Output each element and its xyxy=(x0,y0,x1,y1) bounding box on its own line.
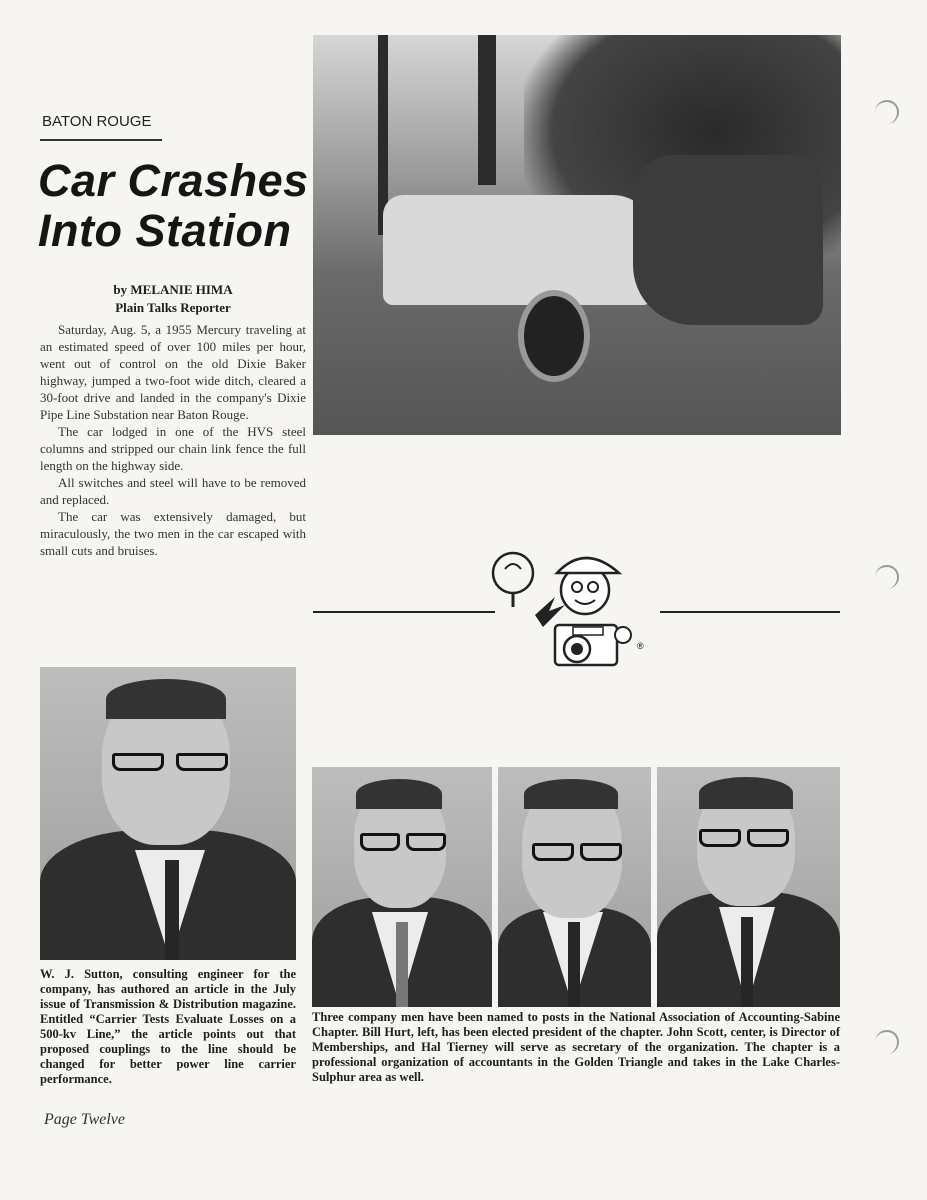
byline-role: Plain Talks Reporter xyxy=(115,300,231,315)
tie xyxy=(396,922,408,1007)
glasses xyxy=(747,829,789,847)
byline-author: by MELANIE HIMA xyxy=(113,282,233,297)
sutton-caption: W. J. Sutton, consulting engineer for the company, has authored an article in the July issue of Transmission & Distribution magazine. Entitled “Carrier Tests Evaluate Losses on a 500-kv Line,” the article points out that proposed couplings to the line should be changed for better power line carrier performance. xyxy=(40,967,296,1086)
car-crash-photo xyxy=(313,35,841,435)
group-caption: Three company men have been named to posts in the National Association of Accounting-Sabine Chapter. Bill Hurt, left, has been elected president of the chapter. John Scott, center, is Director of Memberships, and Hal Tierney will serve as secretary of the organization. The chapter is a professional organization of accountants in the Golden Triangle and takes in the Lake Charles-Sulphur area as well. xyxy=(312,1010,840,1084)
glasses xyxy=(406,833,446,851)
article-paragraph: The car was extensively damaged, but miraculously, the two men in the car escaped with small cuts and bruises. xyxy=(40,509,306,558)
binder-hole-mark xyxy=(875,100,899,124)
section-label: BATON ROUGE xyxy=(42,113,152,130)
divider-line-left xyxy=(313,611,495,613)
binder-hole-mark xyxy=(875,1030,899,1054)
headline-line-1: Car Crashes xyxy=(38,155,309,206)
hair xyxy=(106,679,226,719)
article-paragraph: The car lodged in one of the HVS steel columns and stripped our chain link fence the full length on the highway side. xyxy=(40,424,306,473)
glasses xyxy=(699,829,741,847)
headline-line-2: Into Station xyxy=(38,205,292,256)
portrait-bill-hurt xyxy=(312,767,492,1007)
hair xyxy=(524,779,618,809)
article-body xyxy=(40,321,306,559)
car-wheel xyxy=(518,290,590,382)
binder-hole-mark xyxy=(875,565,899,589)
glasses xyxy=(176,753,228,771)
car-body xyxy=(383,195,653,305)
glasses xyxy=(360,833,400,851)
headline xyxy=(38,156,309,256)
glasses xyxy=(580,843,622,861)
section-rule xyxy=(40,139,162,141)
portrait-hal-tierney xyxy=(657,767,840,1007)
registered-mark: ® xyxy=(637,641,644,651)
tie xyxy=(568,922,580,1007)
page-number: Page Twelve xyxy=(44,1111,126,1128)
article-paragraph: Saturday, Aug. 5, a 1955 Mercury traveling at an estimated speed of over 100 miles per hour, went out of control on the old Dixie Baker highway, jumped a two-foot wide ditch, cleared a 30-foot drive and landed in the company's Dixie Pipe Line Substation near Baton Rouge. xyxy=(40,322,306,422)
article-paragraph: All switches and steel will have to be removed and replaced. xyxy=(40,475,306,507)
tie xyxy=(165,860,179,960)
hair xyxy=(699,777,793,809)
byline xyxy=(40,281,306,317)
tie xyxy=(741,917,753,1007)
reddy-kilowatt-camera-mascot xyxy=(485,545,655,675)
glasses xyxy=(532,843,574,861)
portrait-w-j-sutton xyxy=(40,667,296,960)
car-wreckage xyxy=(633,155,823,325)
divider-line-right xyxy=(660,611,840,613)
portrait-john-scott xyxy=(498,767,651,1007)
glasses xyxy=(112,753,164,771)
utility-pole xyxy=(478,35,496,185)
hair xyxy=(356,779,442,809)
